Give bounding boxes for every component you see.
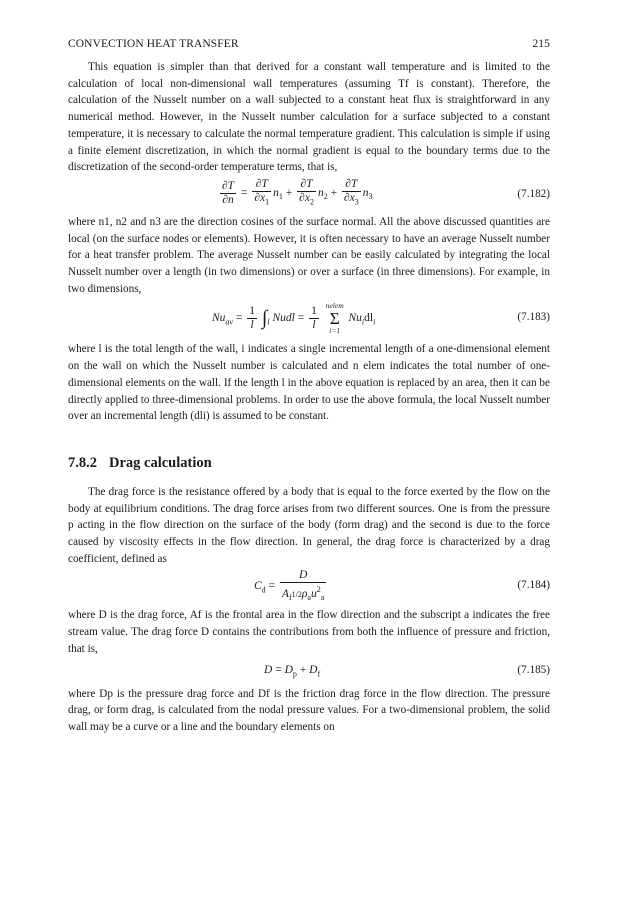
equation-7-185-body: $D = D_p + D_f$	[264, 663, 321, 678]
equation-7-183	[68, 297, 550, 341]
running-head	[68, 38, 550, 50]
equation-7-184	[68, 567, 550, 607]
paragraph-6: where Dp is the pressure drag force and Df is the friction drag force in the flow direction. The pressure drag, or form drag, is calculated from the nodal pressure values. For a two-dimensional problem, the solid wall may be a curve or a line and the boundary elements on	[68, 687, 550, 733]
paragraph-3: where l is the total length of the wall, i indicates a single incremental length of a one-dimensional element on the wall on which the Nusselt number is calculated and n elem indicates the total number of one-dimensional elements on the wall. If the length l in the above equation is replaced by an area, then it can be directly applied to three-dimensional problems. In order to use the above formula, the local Nusselt number over an incremental length (dli) is assumed to be constant.	[68, 343, 550, 423]
equation-number-7-185: (7.185)	[517, 663, 550, 676]
page	[68, 38, 550, 736]
running-title: CONVECTION HEAT TRANSFER	[68, 38, 239, 50]
page-number: 215	[532, 38, 550, 50]
section-heading	[68, 455, 550, 472]
equation-7-185	[68, 658, 550, 686]
paragraph-2: where n1, n2 and n3 are the direction cosines of the surface normal. All the above discussed quantities are local (on the surface nodes or elements). However, it is often necessary to have an average Nusselt number for a heat transfer problem. The average Nusselt number can be easily calculated by integrating the local Nusselt number over a length (in two dimensions) or over a surface (in three dimensions). For example, in two dimensions,	[68, 215, 550, 295]
paragraph-5: where D is the drag force, Af is the frontal area in the flow direction and the subscript a indicates the free stream value. The drag force D contains the contributions from both the influence of pressure and friction, that is,	[68, 609, 550, 655]
section-title: Drag calculation	[109, 454, 212, 471]
equation-7-182-body: $\frac{\partial T}{\partial n}$ = $\frac{\partial T}{\partial x_1}$ $n_1$ + $\frac{\partial T}{\partial x_2}$ $n_2$ + $\frac{\partial T}{\partial x_3}$ $n_3$	[222, 177, 373, 207]
paragraph-4: The drag force is the resistance offered by a body that is equal to the force exerted by the flow on the body at equilibrium conditions. The drag force arises from two different sources. One is from the pressure p acting in the flow direction on the surface of the body (form drag) and the second is due to the force caused by viscosity effects in the flow direction. In general, the drag force is characterized by a drag coefficient, defined as	[68, 485, 550, 565]
equation-7-184-body: $C_d$ = $\frac{D}{A_f1/2\rho_au^2_a}$	[254, 569, 325, 603]
paragraph-1: This equation is simpler than that derived for a constant wall temperature and is limited to the calculation of local non-dimensional wall temperatures (assuming Tf is constant). Therefore, the calculation of the Nusselt number on a wall subjected to a constant heat flux is straightforward in any numerical method. However, in the Nusselt number calculation for a surface subjected to a constant temperature, it is necessary to calculate the normal temperature gradient. This calculation is simple if using a finite element discretization, in which the normal gradient is equal to the boundary terms due to the discretization of the second-order temperature terms, that is,	[68, 61, 550, 174]
equation-number-7-182: (7.182)	[517, 187, 550, 200]
equation-number-7-183: (7.183)	[517, 311, 550, 324]
section-number: 7.8.2	[68, 454, 97, 471]
equation-7-183-body: $Nu_{av}$ = $\frac{1}{l}$ $\int_l$ Nudl = $\frac{1}{l}$ nelem Σ i=1 $Nu_idl_i$	[212, 301, 376, 336]
equation-7-182	[68, 176, 550, 214]
equation-number-7-184: (7.184)	[517, 579, 550, 592]
